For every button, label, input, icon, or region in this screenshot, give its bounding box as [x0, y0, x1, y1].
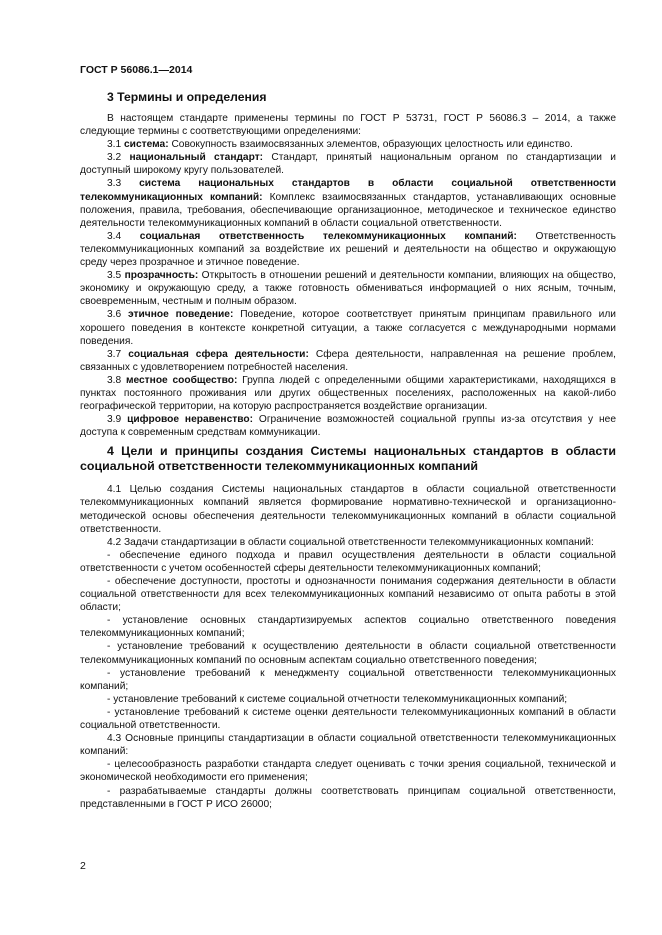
term-name: национальный стандарт: — [129, 152, 264, 164]
term-number: 3.1 — [107, 139, 122, 151]
document-header: ГОСТ Р 56086.1—2014 — [80, 64, 193, 76]
term-text: Стандарт, принятый национальным органом по стандартизации и доступный широкому кругу пользователей. — [80, 152, 616, 177]
section-4-paragraph: 4.1 Целью создания Системы национальных стандартов в области социальной ответственности телекоммуникационных компаний является формирование нормативно-технической и организационно-методической основы обеспечения деятельности телекоммуникационных компаний в области социальной ответственности. — [80, 484, 616, 535]
term-text: Открытость в отношении решений и деятельности компании, влияющих на общество, экономику и окружающую среду, а также готовность обмениваться информацией о них ясным, точным, своевременным, честным и полным образом. — [80, 270, 616, 308]
section-4-paragraph: - обеспечение доступности, простоты и однозначности понимания содержания деятельности в области социальной ответственности для всех телекоммуникационных компаний независимо от опыта работы в этой области; — [80, 576, 616, 614]
term-number: 3.5 — [107, 270, 122, 282]
term-number: 3.4 — [107, 230, 122, 242]
section-4-paragraph: - целесообразность разработки стандарта следует оценивать с точки зрения социальной, технической и экономической необходимости его применения; — [80, 759, 616, 784]
term-text: Сфера деятельности, направленная на решение проблем, связанных с удовлетворением потребностей населения. — [80, 348, 616, 373]
term-number: 3.6 — [107, 309, 122, 321]
section-4-paragraph: - установление основных стандартизируемых аспектов социально ответственного поведения телекоммуникационных компаний; — [80, 615, 616, 640]
term-definition — [80, 413, 616, 439]
term-name: социальная сфера деятельности: — [128, 348, 309, 360]
term-text: Комплекс взаимосвязанных стандартов, устанавливающих основные положения, правила, требования, обеспечивающие организационное, методическое и техническое единство деятельности телекоммуникационных компаний в области социальной ответственности. — [80, 191, 616, 229]
term-number: 3.3 — [107, 178, 122, 190]
term-name: прозрачность: — [124, 270, 199, 282]
term-name: система: — [124, 139, 169, 151]
term-name: местное сообщество: — [125, 374, 238, 386]
term-definition — [80, 269, 616, 308]
section-4-paragraph: - разрабатываемые стандарты должны соответствовать принципам социальной ответственности, представленными в ГОСТ Р ИСО 26000; — [80, 785, 616, 810]
term-definition — [80, 374, 616, 413]
section-4-title: 4 Цели и принципы создания Системы национальных стандартов в области социальной ответственности телекоммуникационных компаний — [80, 444, 616, 474]
term-text: Группа людей с определенными общими характеристиками, находящихся в пунктах постоянного проживания или других общественных поселениях, расположенных на какой-либо географической территории, на которую распространяется воздействие организации. — [80, 374, 616, 413]
term-number: 3.9 — [107, 414, 122, 426]
terms-list — [80, 138, 616, 439]
section-4-paragraph: - установление требований к системе социальной отчетности телекоммуникационных компаний; — [107, 693, 568, 705]
term-definition — [80, 151, 616, 177]
term-text: Ответственность телекоммуникационных компаний за воздействие их решений и деятельности на общество и окружающую среду через прозрачное и этичное поведение. — [80, 230, 616, 269]
page-content — [80, 90, 616, 811]
term-number: 3.8 — [107, 374, 122, 386]
term-name: система национальных стандартов в области социальной ответственности телекоммуникационных компаний: — [80, 178, 616, 203]
term-name: цифровое неравенство: — [127, 414, 253, 426]
term-number: 3.2 — [107, 152, 122, 164]
term-definition — [80, 177, 616, 229]
term-definition — [80, 308, 616, 347]
section-3-intro: В настоящем стандарте применены термины по ГОСТ Р 53731, ГОСТ Р 56086.3 – 2014, а также следующие термины с соответствующими определениями: — [80, 113, 616, 138]
term-name: этичное поведение: — [128, 309, 234, 321]
section-4-paragraph: - установление требований к системе оценки деятельности телекоммуникационных компаний в области социальной ответственности. — [80, 706, 616, 732]
term-number: 3.7 — [107, 348, 122, 360]
section-4-paragraph: 4.2 Задачи стандартизации в области социальной ответственности телекоммуникационных компаний: — [107, 536, 594, 548]
term-text: Поведение, которое соответствует принятым принципам правильного или хорошего поведения в контексте конкретной ситуации, а также согласуется с международными нормами поведения. — [80, 309, 616, 347]
page-number: 2 — [80, 860, 86, 872]
section-4-paragraph: - установление требований к осуществлению деятельности в области социальной ответственности телекоммуникационных компаний по основным аспектам социально ответственного поведения; — [80, 641, 616, 666]
section-4-paragraph: 4.3 Основные принципы стандартизации в области социальной ответственности телекоммуникационных компаний: — [80, 733, 616, 758]
term-definition — [80, 138, 616, 151]
term-definition — [80, 230, 616, 269]
term-text: Ограничение возможностей социальной группы из-за отсутствия у нее доступа к современным средствам коммуникации. — [80, 414, 616, 439]
section-4-paragraph: - обеспечение единого подхода и правил осуществления деятельности в области социальной ответственности с учетом особенностей сферы деятельности телекоммуникационных компаний; — [80, 549, 616, 574]
section-3-title: 3 Термины и определения — [107, 90, 267, 104]
term-text: Совокупность взаимосвязанных элементов, образующих целостность или единство. — [171, 139, 573, 151]
term-name: социальная ответственность телекоммуникационных компаний: — [139, 230, 517, 242]
section-4-body — [80, 483, 616, 810]
term-definition — [80, 348, 616, 374]
section-4-paragraph: - установление требований к менеджменту социальной ответственности телекоммуникационных компаний; — [80, 667, 616, 692]
